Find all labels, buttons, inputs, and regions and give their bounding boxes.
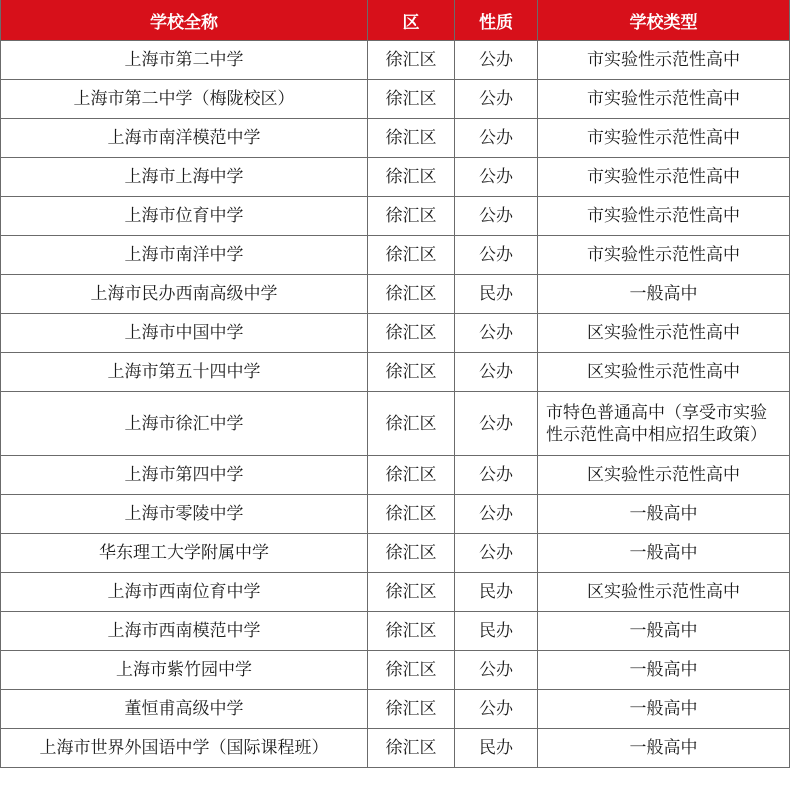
district-cell: 徐汇区 [368,534,455,573]
district-cell: 徐汇区 [368,314,455,353]
district-cell: 徐汇区 [368,119,455,158]
district-cell: 徐汇区 [368,456,455,495]
table-row [1,314,790,353]
district-cell: 徐汇区 [368,612,455,651]
district-cell: 徐汇区 [368,236,455,275]
header-district: 区 [368,0,455,41]
nature-cell: 公办 [455,158,538,197]
table-row [1,80,790,119]
school-name-cell: 上海市世界外国语中学（国际课程班） [1,729,368,768]
table-row [1,275,790,314]
school-type-cell: 一般高中 [538,495,790,534]
nature-cell: 公办 [455,119,538,158]
school-type-cell: 区实验性示范性高中 [538,456,790,495]
district-cell: 徐汇区 [368,275,455,314]
school-type-cell: 市实验性示范性高中 [538,197,790,236]
school-name-cell: 上海市第五十四中学 [1,353,368,392]
table-row [1,392,790,456]
district-cell: 徐汇区 [368,197,455,236]
district-cell: 徐汇区 [368,80,455,119]
district-cell: 徐汇区 [368,41,455,80]
school-name-cell: 上海市西南位育中学 [1,573,368,612]
nature-cell: 民办 [455,573,538,612]
table-row [1,573,790,612]
district-cell: 徐汇区 [368,353,455,392]
district-cell: 徐汇区 [368,392,455,456]
school-name-cell: 上海市第四中学 [1,456,368,495]
school-type-cell: 市实验性示范性高中 [538,119,790,158]
school-type-cell: 市实验性示范性高中 [538,41,790,80]
table-row [1,41,790,80]
nature-cell: 公办 [455,353,538,392]
school-name-cell: 董恒甫高级中学 [1,690,368,729]
table-row [1,158,790,197]
district-cell: 徐汇区 [368,690,455,729]
school-name-cell: 上海市西南模范中学 [1,612,368,651]
table-row [1,729,790,768]
school-name-cell: 上海市第二中学（梅陇校区） [1,80,368,119]
district-cell: 徐汇区 [368,651,455,690]
table-row [1,119,790,158]
table-row [1,651,790,690]
school-name-cell: 上海市南洋中学 [1,236,368,275]
school-type-cell: 市实验性示范性高中 [538,80,790,119]
nature-cell: 公办 [455,41,538,80]
nature-cell: 公办 [455,392,538,456]
nature-cell: 公办 [455,534,538,573]
school-name-cell: 上海市中国中学 [1,314,368,353]
school-name-cell: 上海市紫竹园中学 [1,651,368,690]
nature-cell: 公办 [455,80,538,119]
district-cell: 徐汇区 [368,495,455,534]
school-name-cell: 上海市南洋模范中学 [1,119,368,158]
nature-cell: 公办 [455,690,538,729]
nature-cell: 公办 [455,314,538,353]
nature-cell: 民办 [455,612,538,651]
school-name-cell: 上海市徐汇中学 [1,392,368,456]
school-name-cell: 上海市零陵中学 [1,495,368,534]
table-row [1,456,790,495]
district-cell: 徐汇区 [368,158,455,197]
nature-cell: 公办 [455,197,538,236]
nature-cell: 公办 [455,495,538,534]
table-row [1,534,790,573]
school-name-cell: 上海市第二中学 [1,41,368,80]
nature-cell: 民办 [455,729,538,768]
school-name-cell: 上海市上海中学 [1,158,368,197]
school-name-cell: 上海市民办西南高级中学 [1,275,368,314]
school-type-cell: 市实验性示范性高中 [538,236,790,275]
district-cell: 徐汇区 [368,729,455,768]
school-type-cell: 区实验性示范性高中 [538,353,790,392]
school-name-cell: 上海市位育中学 [1,197,368,236]
school-name-cell: 华东理工大学附属中学 [1,534,368,573]
school-type-cell: 一般高中 [538,534,790,573]
table-row [1,612,790,651]
school-type-cell: 一般高中 [538,612,790,651]
school-type-cell: 区实验性示范性高中 [538,573,790,612]
header-type: 学校类型 [538,0,790,41]
table-row [1,197,790,236]
nature-cell: 公办 [455,456,538,495]
nature-cell: 公办 [455,236,538,275]
school-type-cell: 一般高中 [538,729,790,768]
header-name: 学校全称 [1,0,368,41]
school-type-cell: 一般高中 [538,690,790,729]
school-type-cell: 一般高中 [538,275,790,314]
table-row [1,495,790,534]
district-cell: 徐汇区 [368,573,455,612]
header-row [1,0,790,41]
table-row [1,353,790,392]
table-row [1,690,790,729]
school-type-cell: 市实验性示范性高中 [538,158,790,197]
nature-cell: 公办 [455,651,538,690]
school-type-cell: 区实验性示范性高中 [538,314,790,353]
school-type-cell: 市特色普通高中（享受市实验性示范性高中相应招生政策） [538,392,790,456]
header-nature: 性质 [455,0,538,41]
school-type-cell: 一般高中 [538,651,790,690]
nature-cell: 民办 [455,275,538,314]
table-row [1,236,790,275]
